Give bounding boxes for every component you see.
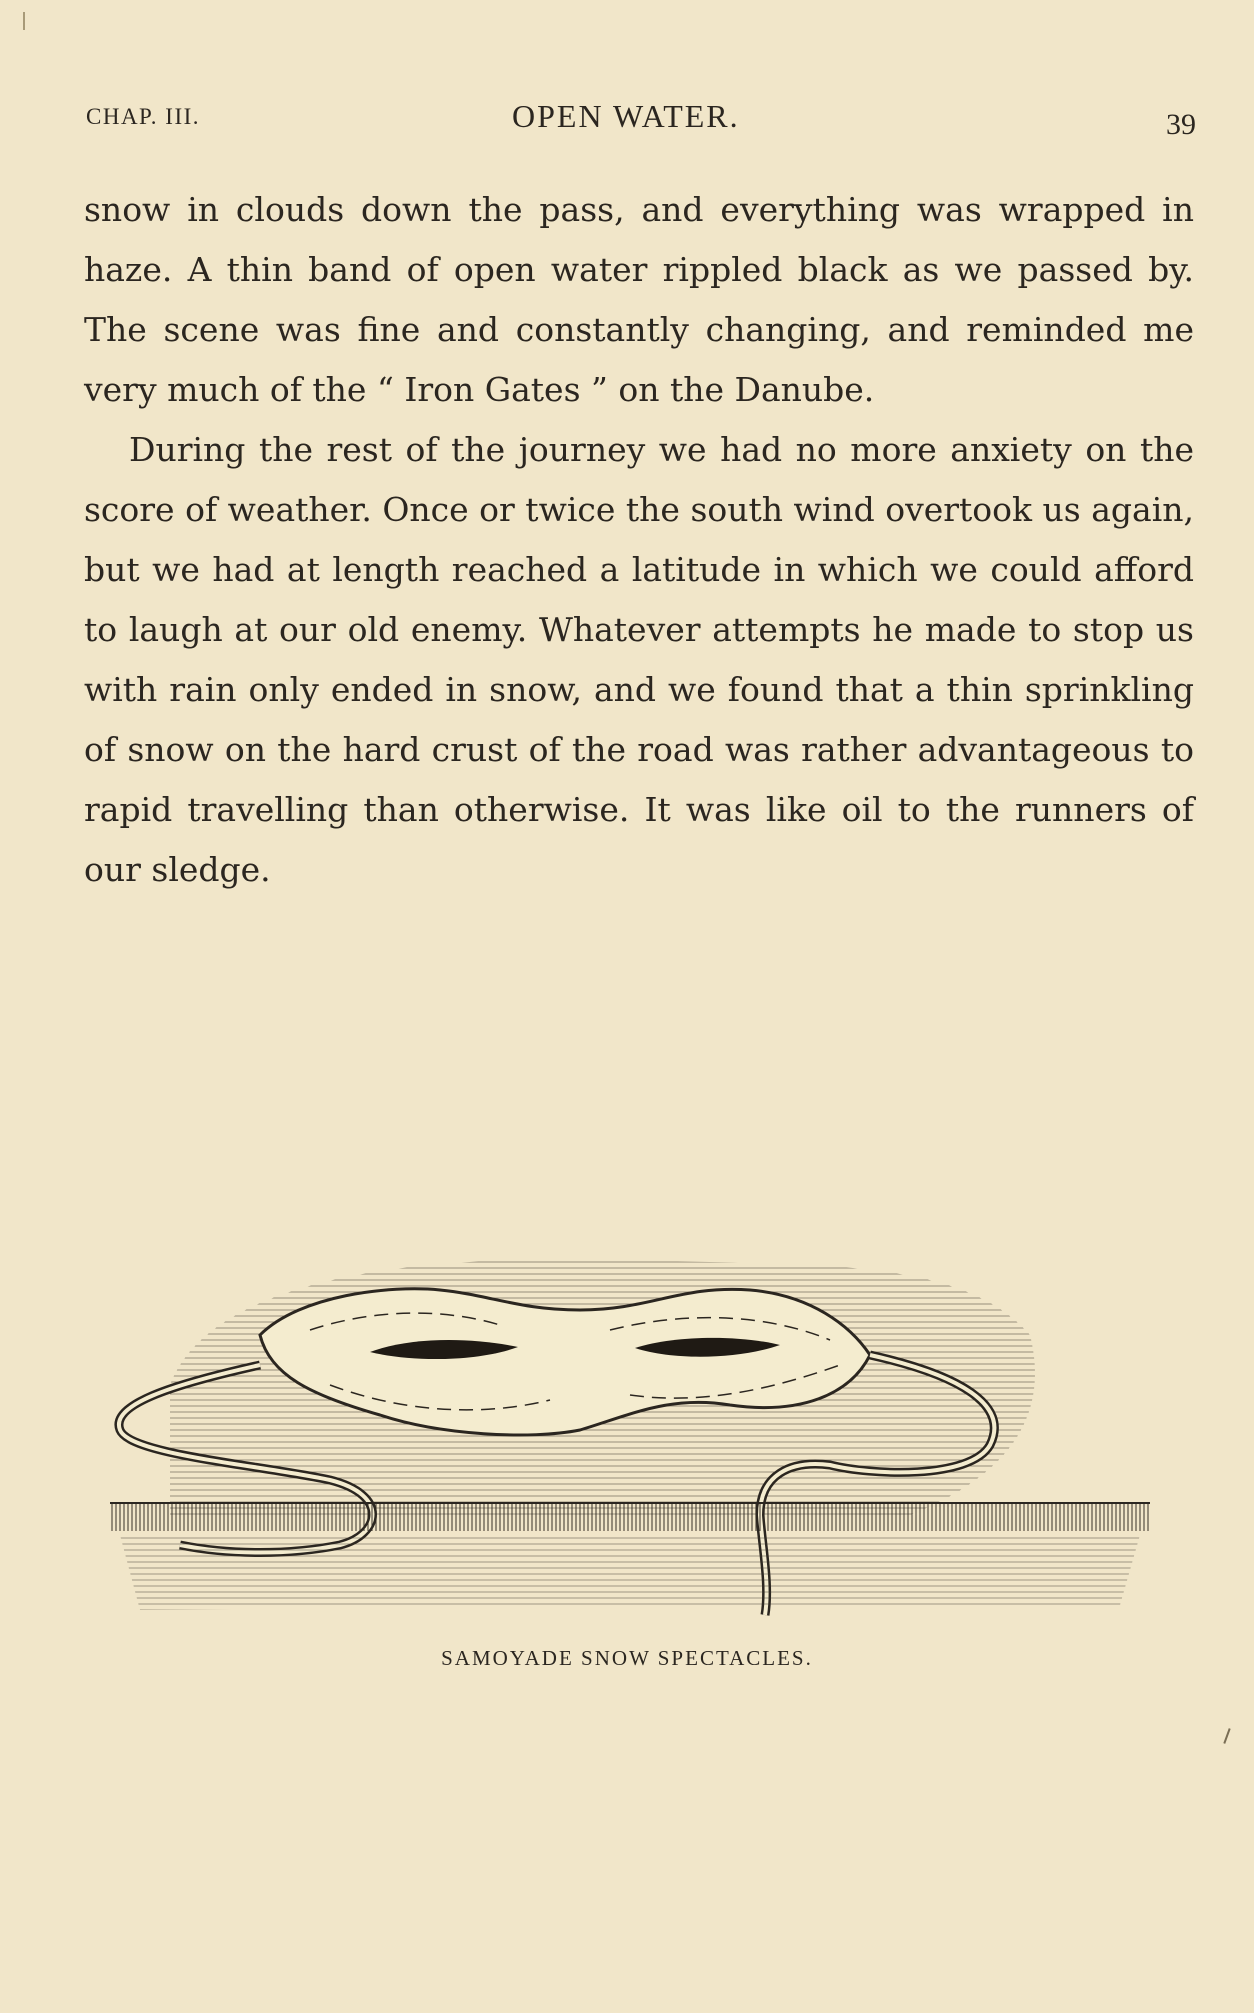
paragraph-2: During the rest of the journey we had no more anxiety on the score of weather. Once or twice the south wind overtook us again, but we had at length reached a latitude in which we could afford to laugh at our old enemy. Whatever attempts he made to stop us with rain only ended in snow, and we found that a thin sprinkling of snow on the hard crust of the road was rather advantageous to rapid travelling than otherwise. It was like oil to the runners of our sledge.	[84, 430, 1194, 889]
ground-shading	[120, 1535, 1140, 1610]
running-header	[86, 98, 1196, 148]
page-number: 39	[1166, 108, 1196, 141]
scan-mark-right	[1223, 1728, 1230, 1744]
figure-caption: SAMOYADE SNOW SPECTACLES.	[441, 1646, 813, 1670]
chapter-label: CHAP. III.	[86, 104, 201, 129]
scan-mark-top	[23, 12, 25, 30]
paragraph-1: snow in clouds down the pass, and everything was wrapped in haze. A thin band of open water rippled black as we passed by. The scene was fine and constantly changing, and reminded me very much of the “ Iron Gates ” on the Danube.	[84, 190, 1194, 409]
running-title: OPEN WATER.	[512, 98, 740, 134]
wooden-board	[110, 1503, 1150, 1531]
body-text	[84, 180, 1194, 900]
snow-spectacles-illustration	[110, 1215, 1150, 1635]
